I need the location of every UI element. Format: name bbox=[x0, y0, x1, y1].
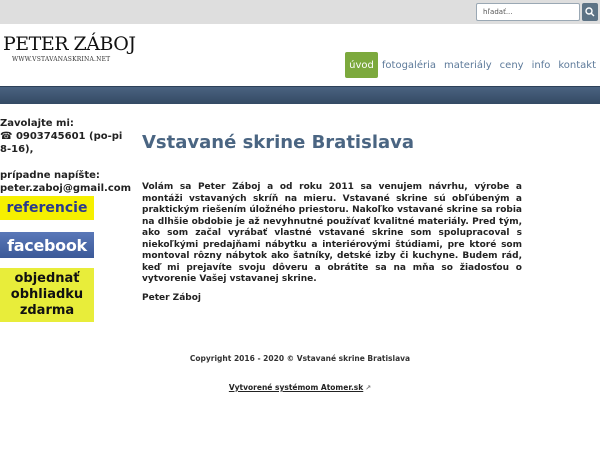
order-line-3: zdarma bbox=[19, 303, 75, 318]
nav-item-kontakt[interactable]: kontakt bbox=[558, 59, 596, 71]
site-logo[interactable] bbox=[0, 30, 136, 64]
nav-item-materialy[interactable]: materiály bbox=[444, 59, 492, 71]
nav-item-fotogaleria[interactable]: fotogaléria bbox=[381, 59, 437, 71]
credit-link[interactable]: Vytvorené systémom Atomer.sk bbox=[228, 383, 364, 392]
main-nav bbox=[345, 52, 600, 78]
footer-credit bbox=[0, 383, 600, 392]
mail-label: prípadne napíšte: bbox=[0, 170, 100, 181]
top-bar bbox=[0, 0, 600, 24]
search-button[interactable] bbox=[582, 3, 598, 21]
footer-copyright: Copyright 2016 - 2020 © Vstavané skrine Bratislava bbox=[189, 354, 411, 363]
signature: Peter Záboj bbox=[142, 293, 201, 303]
search-icon bbox=[585, 7, 595, 17]
page-title: Vstavané skrine Bratislava bbox=[142, 132, 415, 153]
phone-number: ☎ 0903745601 (po-pi 8-16), bbox=[0, 131, 123, 155]
logo-url: WWW.VSTAVANASKRINA.NET bbox=[12, 56, 111, 63]
order-inspection-button[interactable] bbox=[0, 268, 94, 322]
facebook-button[interactable]: facebook bbox=[0, 232, 94, 258]
external-link-icon: ↗ bbox=[365, 384, 372, 392]
nav-item-ceny[interactable]: ceny bbox=[499, 59, 524, 71]
logo-name: PETER ZÁBOJ bbox=[3, 33, 136, 55]
references-button[interactable]: referencie bbox=[0, 196, 94, 220]
sidebar-contact bbox=[0, 117, 130, 195]
call-label: Zavolajte mi: bbox=[0, 118, 74, 129]
order-line-1: objednať bbox=[14, 271, 80, 286]
nav-item-info[interactable]: info bbox=[531, 59, 551, 71]
header-banner bbox=[0, 86, 600, 104]
search-input[interactable]: hľadať... bbox=[476, 3, 580, 21]
email-address[interactable]: peter.zaboj@gmail.com bbox=[0, 183, 132, 194]
intro-paragraph: Volám sa Peter Záboj a od roku 2011 sa venujem návrhu, výrobe a montáži vstavaných skríň na mieru. Vstavané skrine sú obľúbeným a praktickým riešením úložného priestoru. Nakoľko vstavané skrine sa robia na dlhšie obdobie je až nevyhnutné používať kvalitné materiály. Pred tým, ako som začal vyrábať vlastné vstavané skrine som spolupracoval s niekoľkými predajňami nábytku a interiérovými štúdiami, pre ktoré som montoval rôzny nábytok ako šatníky, detské izby či kuchyne. Budem rád, keď mi prejavíte svoju dôveru a obrátite sa na mňa so žiadosťou o vytvorenie Vašej vstavanej skrine. bbox=[142, 182, 522, 284]
nav-item-uvod[interactable]: úvod bbox=[345, 52, 378, 78]
order-line-2: obhliadku bbox=[10, 287, 84, 302]
